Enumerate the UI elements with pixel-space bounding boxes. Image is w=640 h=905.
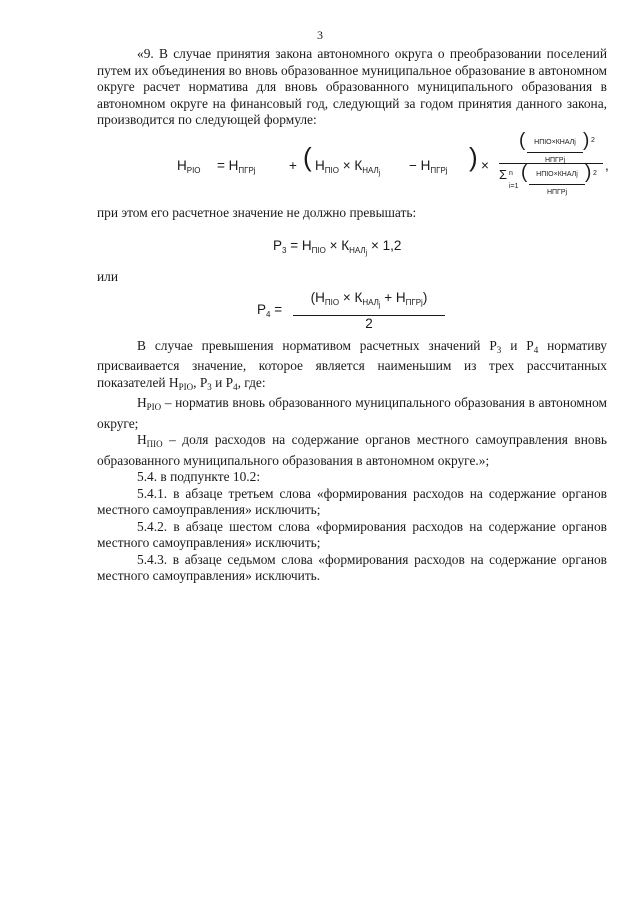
item-5-4-2: 5.4.2. в абзаце шестом слова «формирования расходов на содержание органов местного самоуправления» исключить; (97, 518, 607, 550)
formula1-times: × (481, 157, 489, 173)
formula1-plus: + (289, 157, 297, 173)
formula1-comma: , (605, 157, 609, 173)
formula1-den-exp: 2 (593, 169, 597, 177)
formula1-num-exp: 2 (591, 136, 595, 144)
formula1-fraction: ( НПIO×КНАЛj НПГРj ) 2 Σ i=1 n ( НПIO×КНАЛj НПГРj ) 2 (497, 135, 607, 197)
formula1-lhs: $Н_{PIO}$ (177, 157, 201, 175)
item-5-4-3: 5.4.3. в абзаце седьмом слова «формирования расходов на содержание органов местного самоуправления» исключить. (97, 551, 607, 583)
formula1-term1: = $Н_{ПГРj}$ (217, 157, 256, 175)
page-number: 3 (317, 28, 323, 42)
formula-p3: $Р_3 = Н_{ПIO} \times К_{НАЛj} \times 1,2$ (273, 238, 402, 257)
excess-paragraph: В случае превышения нормативом расчетных значений $Р_3$ и $Р_4$ нормативу присваивается значение, которое является наименьшим из трех рассчитанных показателей $Н_{PIO}$, $Р_3$ и $Р_4$, где: (97, 337, 608, 392)
formula1-term3: − $Н_{ПГРj}$ (409, 157, 448, 175)
formula-normative (97, 129, 609, 197)
document-body (97, 46, 607, 585)
formula1-sum: Σ (499, 166, 508, 182)
formula1-num-inner: НПIO×КНАЛj НПГРj (527, 135, 583, 170)
or-text: или (97, 269, 119, 284)
limit-text: при этом его расчетное значение не должно превышать: (97, 204, 417, 220)
formula-p4: $Р_4$ = $(Н_{ПIO} \times К_{НАЛj} + Н_{ПГРj})$ 2 (97, 290, 607, 330)
item-5-4: 5.4. в подпункте 10.2: (137, 469, 261, 484)
intro-paragraph: «9. В случае принятия закона автономного округа о преобразовании поселений путем их объединения во вновь образованное муниципальное образование в автономном округе расчет норматива для вновь образованного муниципального образования в автономном округе на финансовый год, следующий за годом принятия данного закона, производится по следующей формуле: (97, 46, 607, 127)
formula1-den-inner: НПIO×КНАЛj НПГРj (529, 167, 585, 202)
definition-npio: $Н_{PIO}$ – норматив вновь образованного муниципального образования в автономном округе; (97, 395, 607, 431)
formula1-paren-open: ( (303, 141, 312, 172)
formula1-term2: $Н_{ПIO} \times К_{НАЛj}$ (315, 157, 381, 177)
formula1-paren-close: ) (469, 141, 478, 172)
definition-npio-share: $Н_{ПIO}$ – доля расходов на содержание органов местного самоуправления вновь образованного муниципального образования в автономном округе.»; (97, 432, 607, 468)
formula3-fraction: $(Н_{ПIO} \times К_{НАЛj} + Н_{ПГРj})$ 2 (293, 290, 445, 333)
item-5-4-1: 5.4.1. в абзаце третьем слова «формирования расходов на содержание органов местного самоуправления» исключить; (97, 485, 607, 517)
